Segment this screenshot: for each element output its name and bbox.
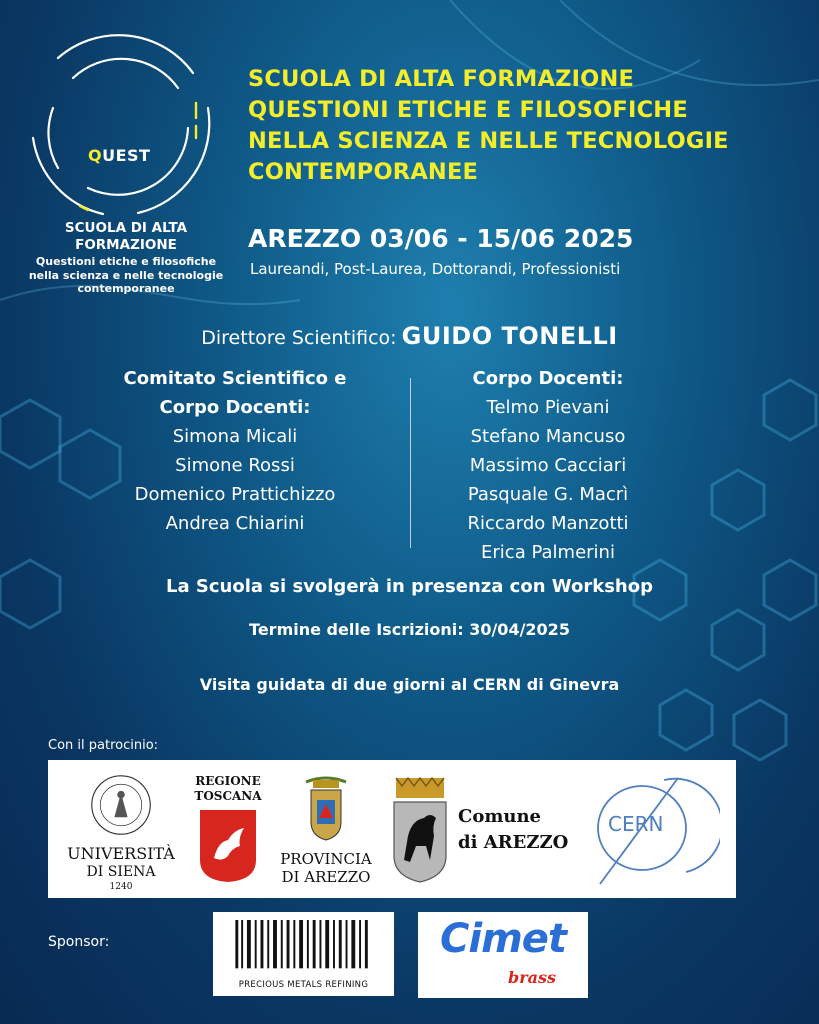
target-audience: Laureandi, Post-Laurea, Dottorandi, Professionisti — [250, 260, 621, 278]
committee-column — [60, 364, 410, 538]
sponsor1-caption: PRECIOUS METALS REFINING — [238, 980, 369, 990]
siena-name-line2: DI SIENA — [86, 864, 156, 880]
logo-caption-title: SCUOLA DI ALTA FORMAZIONE — [64, 220, 188, 253]
siena-seal-icon — [88, 772, 154, 838]
column-divider — [410, 378, 411, 548]
school-title-line: CONTEMPORANEE — [248, 159, 479, 185]
cern-logo — [590, 772, 720, 890]
committee-member: Domenico Prattichizzo — [134, 484, 336, 505]
committee-heading: Comitato Scientifico e — [123, 368, 347, 389]
horse-shield-icon — [390, 776, 450, 886]
committee-member: Simone Rossi — [175, 455, 295, 476]
registration-deadline: Termine delle Iscrizioni: 30/04/2025 — [249, 620, 570, 639]
regione-toscana-logo — [193, 774, 263, 884]
school-title-line: SCUOLA DI ALTA FORMAZIONE — [248, 66, 635, 92]
faculty-member: Riccardo Manzotti — [467, 513, 629, 534]
toscana-line2: TOSCANA — [194, 789, 262, 803]
school-title-line: QUESTIONI ETICHE E FILOSOFICHE — [248, 97, 688, 123]
director-name: GUIDO TONELLI — [401, 322, 618, 350]
faculty-member: Stefano Mancuso — [470, 426, 626, 447]
committee-heading: Corpo Docenti: — [159, 397, 311, 418]
toscana-line1: REGIONE — [195, 774, 261, 788]
workshop-note: La Scuola si svolgerà in presenza con Workshop — [166, 576, 653, 597]
cimet-wordmark: Cimet — [440, 916, 566, 962]
school-title — [248, 64, 808, 188]
faculty-member: Erica Palmerini — [481, 542, 615, 563]
sponsor-precious-metals-logo — [213, 912, 394, 996]
pegasus-shield-icon — [198, 808, 258, 884]
patronage-logos-panel — [48, 760, 736, 898]
faculty-heading: Corpo Docenti: — [472, 368, 624, 389]
patronage-label: Con il patrocinio: — [48, 738, 159, 753]
siena-name-line1: UNIVERSITÀ — [67, 844, 175, 863]
provincia-crest-icon — [301, 774, 351, 844]
comune-arezzo-logo — [390, 776, 590, 886]
quest-logo-ring — [18, 18, 228, 228]
provincia-arezzo-logo — [276, 774, 376, 888]
provincia-line2: DI AREZZO — [281, 868, 371, 886]
school-title-line: NELLA SCIENZA E NELLE TECNOLOGIE — [248, 128, 729, 154]
director-label: Direttore Scientifico: — [201, 327, 397, 349]
provincia-line1: PROVINCIA — [280, 850, 372, 868]
faculty-member: Massimo Cacciari — [469, 455, 627, 476]
cern-visit-note: Visita guidata di due giorni al CERN di Ginevra — [199, 675, 620, 694]
siena-year: 1240 — [109, 882, 133, 892]
logo-caption-subtitle: Questioni etiche e filosofiche nella scienza e nelle tecnologie contemporanee — [28, 255, 224, 295]
faculty-member: Telmo Pievani — [486, 397, 610, 418]
committee-member: Simona Micali — [172, 426, 298, 447]
scientific-director — [0, 322, 819, 350]
committee-member: Andrea Chiarini — [165, 513, 305, 534]
university-siena-logo — [56, 772, 186, 892]
faculty-member: Pasquale G. Macrì — [467, 484, 629, 505]
cern-wordmark: CERN — [608, 812, 664, 836]
logo-caption — [26, 220, 226, 296]
comune-line1: Comune — [458, 806, 542, 827]
sponsor-cimet-brass-logo — [418, 912, 588, 998]
brass-wordmark: brass — [508, 968, 556, 987]
event-dates: AREZZO 03/06 - 15/06 2025 — [248, 224, 634, 253]
sponsor-label: Sponsor: — [48, 934, 110, 950]
comune-line2: di AREZZO — [458, 832, 569, 853]
quest-wordmark: QUEST — [88, 146, 151, 165]
faculty-column — [412, 364, 684, 567]
barcode-graphic-icon — [229, 920, 379, 978]
